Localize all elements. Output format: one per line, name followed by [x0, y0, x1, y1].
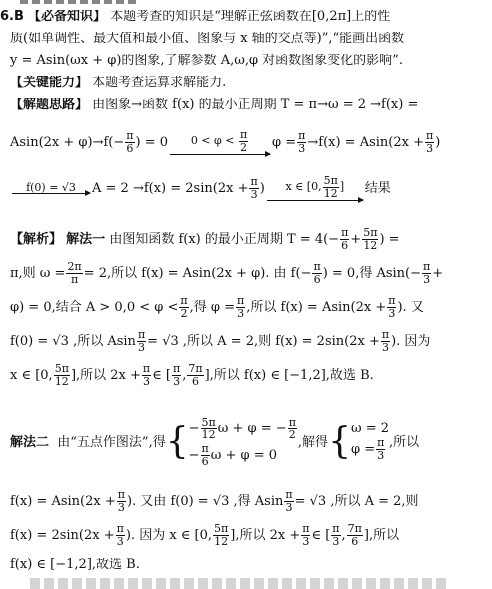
left-brace: { — [328, 421, 351, 462]
m1-3b: ,得 φ = — [189, 299, 236, 315]
idea-2b: ) = 0 — [135, 134, 168, 150]
method1-line-2: π,则 ω = $\frac{2\pi}{\pi}$ = 2,所以 f(x) = Asin(2x + φ). 由 f(− $\frac{\pi}{6}$ ) = 0,得 Asin(− $\frac{\pi}{3}$ + — [10, 259, 444, 286]
m2-2a: f(x) = Asin(2x + — [10, 493, 116, 509]
frac-pi-3: $\frac{\pi}{3}$ — [250, 174, 258, 201]
idea-3b: ) — [259, 180, 265, 196]
idea-2a: Asin(2x + φ)→f(− — [10, 134, 125, 150]
m1-1b: + — [350, 231, 362, 247]
m1-5d: , — [182, 367, 187, 383]
knowledge-tag: 【必备知识】 — [28, 10, 107, 23]
frac-pi-3: $\frac{\pi}{3}$ — [426, 128, 434, 155]
m1-5c: ∈ [ — [152, 367, 171, 383]
cropped-previous-line — [20, 0, 140, 4]
m1-3c: ,所以 f(x) = Asin(2x + — [246, 299, 387, 315]
m1-3d: ). 又 — [397, 299, 424, 315]
arrow-condition-phi: 0 < φ < $\frac{\pi}{2}$ — [170, 129, 270, 154]
m2-after: ,所以 — [389, 434, 420, 450]
m2-4: f(x) ∈ [−1,2],故选 B. — [10, 558, 140, 571]
left-brace: { — [165, 421, 189, 462]
knowledge-line-2 — [10, 32, 492, 45]
method1-line-5: x ∈ [0, $\frac{5\pi}{12}$ ],所以 2x + $\frac{\pi}{3}$ ∈ [ $\frac{\pi}{3}$ , $\frac{7\pi}{6}$ ],所以 f(x) ∈ [−1,2],故选 B. — [10, 361, 374, 388]
answer-letter: B — [13, 10, 24, 23]
m1-5e: ],所以 f(x) ∈ [−1,2],故选 B. — [204, 367, 374, 383]
method2-system — [10, 404, 492, 480]
m1-5b: ],所以 2x + — [70, 367, 141, 383]
idea-line-3 — [10, 168, 492, 208]
m1-2c: ) = 0,得 Asin(− — [322, 265, 422, 281]
ability-text: 本题考查运算求解能力. — [92, 76, 227, 89]
idea-tag: 【解题思路】 — [10, 98, 89, 111]
method2-line-4 — [10, 558, 492, 571]
method2-tag: 解法二 — [10, 434, 50, 450]
idea-text: 由图象→函数 f(x) 的最小正周期 T = π→ω = 2 →f(x) = — [92, 98, 419, 111]
knowledge-line-3 — [10, 54, 492, 67]
m2-3f: ],所以 — [363, 527, 400, 543]
m2-intro: 由“五点作图法”,得 — [57, 434, 166, 450]
frac-pi-6: $\frac{\pi}{6}$ — [126, 128, 134, 155]
m1-1c: ) = — [379, 231, 400, 247]
m2-3b: ). 因为 x ∈ [0, — [125, 527, 213, 543]
idea-line-2 — [10, 124, 492, 160]
idea-2c: φ = — [272, 134, 297, 150]
m2-solve: ,解得 — [297, 434, 329, 450]
knowledge-line-1 — [0, 10, 492, 23]
cropped-next-line — [30, 578, 450, 589]
idea-2e: ) — [435, 134, 441, 150]
method1-line-1: 【解析】 解法一 由图知函数 f(x) 的最小正周期 T = 4(− $\frac{\pi}{6}$ + $\frac{5\pi}{12}$ ) = — [10, 225, 400, 252]
m2-3c: ],所以 2x + — [230, 527, 301, 543]
frac-pi-3: $\frac{\pi}{3}$ — [298, 128, 306, 155]
solution-system: ω = 2 φ = $\frac{\pi}{3}$ — [350, 421, 389, 462]
idea-3a: A = 2 →f(x) = 2sin(2x + — [92, 180, 249, 196]
method2-line-3: f(x) = 2sin(2x + $\frac{\pi}{3}$ ). 因为 x ∈ [0, $\frac{5\pi}{12}$ ],所以 2x + $\frac{\pi}{3}$ ∈ [ $\frac{\pi}{3}$ , $\frac{7\pi}{6}$ ],所以 — [10, 521, 400, 548]
m2-2b: ). 又由 f(0) = √3 ,得 Asin — [126, 493, 284, 509]
equation-system: − $\frac{5\pi}{12}$ ω + φ = − $\frac{\pi}{2}$ − $\frac{\pi}{6}$ ω + φ = 0 — [188, 415, 296, 468]
arrow-condition-f0: f(0) = √3 — [12, 182, 90, 194]
m1-3a: φ) = 0,结合 A > 0,0 < φ < — [10, 299, 179, 315]
m2-3a: f(x) = 2sin(2x + — [10, 527, 115, 543]
m2-3d: ∈ [ — [311, 527, 331, 543]
m1-1: 由图知函数 f(x) 的最小正周期 T = 4(− — [109, 231, 340, 247]
method1-line-4: f(0) = √3 ,所以 Asin $\frac{\pi}{3}$ = √3 ,所以 A = 2,则 f(x) = 2sin(2x + $\frac{\pi}{3}$ ). 因为 — [10, 327, 431, 354]
m1-4a: f(0) = √3 ,所以 Asin — [10, 333, 136, 349]
knowledge-text-3: y = Asin(ωx + φ)的图象,了解参数 A,ω,φ 对函数图象变化的影响”. — [10, 54, 403, 67]
m1-5a: x ∈ [0, — [10, 367, 53, 383]
knowledge-text-2: 质(如单调性、最大值和最小值、图象与 x 轴的交点等)”,“能画出函数 — [10, 32, 405, 45]
m2-3e: , — [341, 527, 346, 543]
method1-tag: 解法一 — [66, 231, 106, 247]
m1-2b: = 2,所以 f(x) = Asin(2x + φ). 由 f(− — [83, 265, 312, 281]
m1-4b: = √3 ,所以 A = 2,则 f(x) = 2sin(2x + — [147, 333, 380, 349]
m2-2c: = √3 ,所以 A = 2,则 — [294, 493, 419, 509]
idea-line-1 — [10, 98, 492, 111]
ability-tag: 【关键能力】 — [10, 76, 89, 89]
m1-2a: π,则 ω = — [10, 265, 66, 281]
idea-2d: →f(x) = Asin(2x + — [307, 134, 425, 150]
arrow-condition-x-range: x ∈ [0, $\frac{5\pi}{12}$ ] — [267, 175, 363, 200]
knowledge-text-1: 本题考查的知识是“理解正弦函数在[0,2π]上的性 — [110, 10, 391, 23]
analysis-tag: 【解析】 — [10, 231, 63, 247]
ability-line — [10, 76, 492, 89]
problem-number: 6. — [0, 10, 14, 23]
m1-2d: + — [432, 265, 444, 281]
idea-3c: 结果 — [364, 180, 391, 196]
m1-4c: ). 因为 — [391, 333, 431, 349]
method1-line-3: φ) = 0,结合 A > 0,0 < φ < $\frac{\pi}{2}$ ,得 φ = $\frac{\pi}{3}$ ,所以 f(x) = Asin(2x + $\frac{\pi}{3}$ ). 又 — [10, 293, 424, 320]
method2-line-2: f(x) = Asin(2x + $\frac{\pi}{3}$ ). 又由 f(0) = √3 ,得 Asin $\frac{\pi}{3}$ = √3 ,所以 A = 2,则 — [10, 487, 419, 514]
